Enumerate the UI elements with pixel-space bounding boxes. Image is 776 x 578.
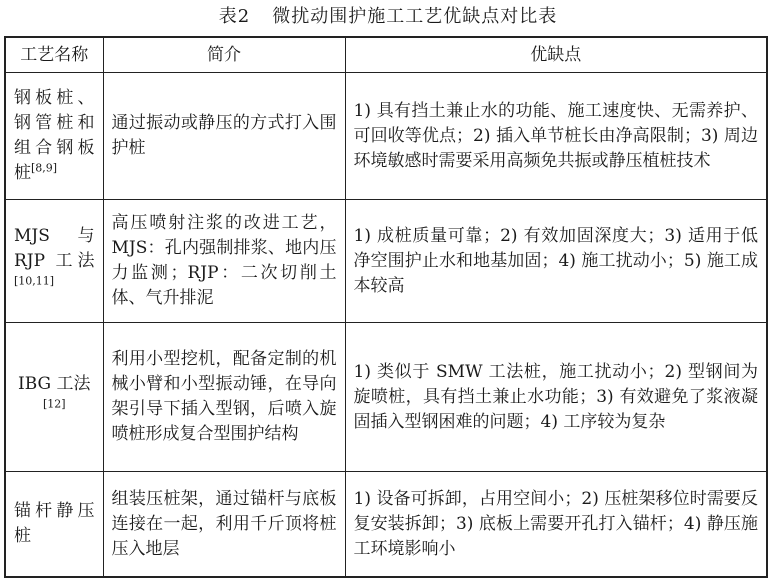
method-name-cell: [5, 472, 103, 578]
method-name: 锚杆静压桩: [14, 501, 95, 546]
table-number: 表2: [218, 6, 251, 27]
method-name-cell: [5, 200, 103, 323]
column-header-method: 工艺名称: [5, 37, 103, 73]
pros-cons-cell: 1) 类似于 SMW 工法桩，施工扰动小；2) 型钢间为旋喷桩，具有挡土兼止水功能；3) 有效避免了浆液凝固插入型钢困难的问题；4) 工序较为复杂: [345, 323, 767, 472]
table-row: [5, 472, 767, 578]
table-header-row: [5, 37, 767, 73]
method-name: IBG 工法: [17, 374, 91, 394]
column-header-description: 简介: [103, 37, 345, 73]
pros-cons-cell: 1) 具有挡土兼止水的功能、施工速度快、无需养护、可回收等优点；2) 插入单节桩长由净高限制；3) 周边环境敏感时需要采用高频免共振或静压植桩技术: [345, 73, 767, 200]
pros-cons-cell: 1) 设备可拆卸，占用空间小；2) 压桩架移位时需要反复安装拆卸；3) 底板上需要开孔打入锚杆；4) 静压施工环境影响小: [345, 472, 767, 578]
comparison-table: [4, 36, 768, 578]
table-title: 微扰动围护施工工艺优缺点对比表: [272, 6, 558, 27]
description-cell: 利用小型挖机，配备定制的机械小臂和小型振动锤，在导向架引导下插入型钢，后喷入旋喷桩形成复合型围护结构: [103, 323, 345, 472]
table-row: [5, 323, 767, 472]
description-cell: 高压喷射注浆的改进工艺，MJS：孔内强制排浆、地内压力监测；RJP：二次切削土体、气升排泥: [103, 200, 345, 323]
reference-mark: [12]: [42, 397, 66, 411]
table-row: [5, 200, 767, 323]
table-caption: [0, 4, 776, 30]
method-name-cell: [5, 73, 103, 200]
table-row: [5, 73, 767, 200]
reference-mark: [10,11]: [14, 273, 55, 287]
reference-mark: [8,9]: [31, 161, 58, 175]
column-header-pros-cons: 优缺点: [345, 37, 767, 73]
method-name-cell: [5, 323, 103, 472]
method-name: 钢板桩、钢管桩和组合钢板桩: [14, 88, 95, 183]
description-cell: 通过振动或静压的方式打入围护桩: [103, 73, 345, 200]
description-cell: 组装压桩架，通过锚杆与底板连接在一起，利用千斤顶将桩压入地层: [103, 472, 345, 578]
method-name: MJS 与 RJP 工法: [14, 225, 95, 271]
pros-cons-cell: 1) 成桩质量可靠；2) 有效加固深度大；3) 适用于低净空围护止水和地基加固；4) 施工扰动小；5) 施工成本较高: [345, 200, 767, 323]
